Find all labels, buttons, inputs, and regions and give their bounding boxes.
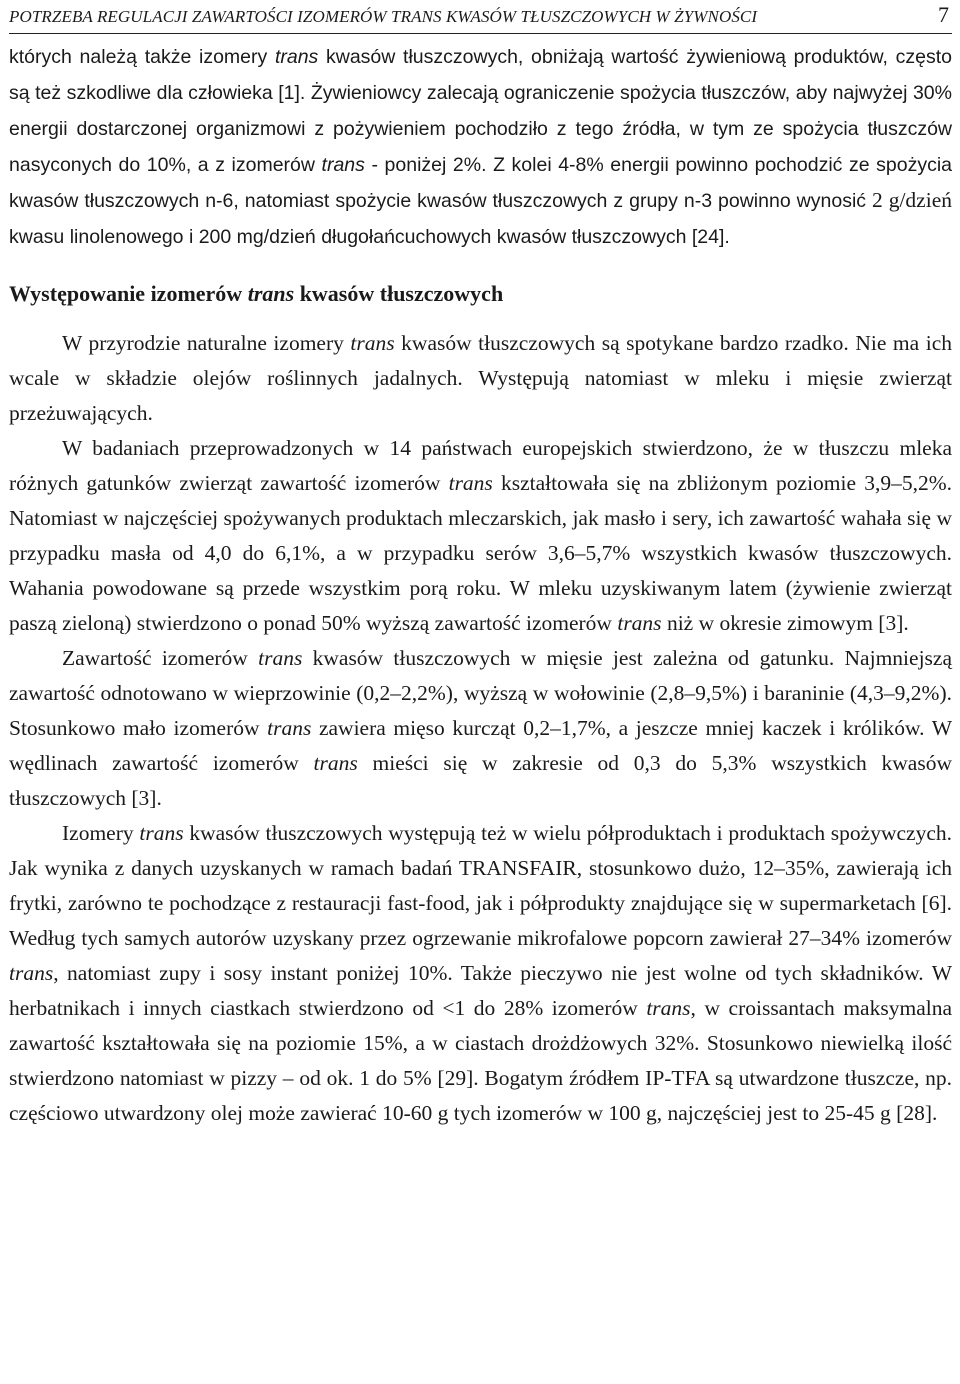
text-run: zawiera mięso kurcząt 0,2–1,7%, a jeszcze mniej kaczek i królików. W wędlinach zawartość izomerów	[9, 716, 952, 775]
italic-term: trans	[321, 154, 365, 176]
text-run: kwasów tłuszczowych występują też w wielu półproduktach i produktach spożywczych. Jak wynika z danych uzyskanych w ramach badań TRANSFAIR, stosunkowo dużo, 12–35%, zawierają ich frytki, zarówno te pochodzące z restauracji fast-food, jak i półprodukty znajdujące się w supermarketach [6]. Według tych samych autorów uzyskany przez ogrzewanie mikrofalowe popcorn zawierał 27–34% izomerów	[9, 821, 952, 950]
text-run: , w croissantach maksymalna zawartość kształtowała się na poziomie 15%, a w ciastach drożdżowych 32%. Stosunkowo niewielką ilość stwierdzono natomiast w pizzy – od ok. 1 do 5% [29]. Bogatym źródłem IP-TFA są utwardzone tłuszcze, np. częściowo utwardzony olej może zawierać 10-60 g tych izomerów w 100 g, najczęściej jest to 25-45 g [28].	[9, 996, 952, 1125]
italic-term: trans	[9, 961, 54, 985]
text-run: kształtowała się na zbliżonym poziomie 3,9–5,2%. Natomiast w najczęściej spożywanych produktach mleczarskich, jak masło i sery, ich zawartość wahała się w przypadku masła od 4,0 do 6,1%, a w przypadku serów 3,6–5,7% wszystkich kwasów tłuszczowych. Wahania powodowane są przede wszystkim porą roku. W mleku uzyskiwanym latem (żywienie zwierząt paszą zieloną) stwierdzono o ponad 50% wyższą zawartość izomerów	[9, 471, 952, 635]
running-header	[9, 0, 952, 34]
text-run: Zawartość izomerów	[62, 646, 259, 670]
text-run: kwasu linolenowego i 200 mg/dzień długołańcuchowych kwasów tłuszczowych [24].	[9, 226, 730, 248]
text-run: kwasów tłuszczowych, obniżają wartość żywieniową produktów, często są też szkodliwe dla człowieka [1]. Żywieniowcy zalecają ograniczenie spożycia tłuszczów, aby najwyżej 30% energii dostarczonej organizmowi z pożywieniem pochodziło z tego źródła, w tym ze spożycia tłuszczów nasyconych do 10%, a z izomerów	[9, 46, 952, 176]
text-run: W przyrodzie naturalne izomery	[62, 331, 351, 355]
italic-term: trans	[646, 996, 691, 1020]
italic-term: trans	[350, 331, 395, 355]
text-run: - poniżej 2%.	[364, 154, 487, 176]
text-run: Z kolei 4-8% energii powinno pochodzić ze spożycia kwasów tłuszczowych n-6, natomiast spożycie kwasów tłuszczowych z grupy n-3 powinno wynosić	[9, 154, 953, 212]
text-run: W badaniach przeprowadzonych w 14 państwach europejskich stwierdzono, że w tłuszczu mleka różnych gatunków zwierząt zawartość izomerów	[9, 436, 952, 495]
running-title: POTRZEBA REGULACJI ZAWARTOŚCI IZOMERÓW TRANS KWASÓW TŁUSZCZOWYCH W ŻYWNOŚCI	[9, 7, 758, 26]
heading-text: kwasów tłuszczowych	[294, 281, 504, 306]
italic-term: trans	[617, 611, 662, 635]
page-number: 7	[938, 2, 949, 27]
text-run: kwasów tłuszczowych są spotykane bardzo rzadko. Nie ma ich wcale w składzie olejów roślinnych jadalnych. Występują natomiast w mleku i mięsie zwierząt przeżuwających.	[9, 331, 952, 425]
text-run: których należą także izomery	[9, 46, 275, 68]
document-page	[9, 0, 952, 1131]
italic-term: trans	[139, 821, 184, 845]
paragraph-natural-occurrence	[9, 326, 952, 431]
paragraph-meat	[9, 641, 952, 816]
paragraph-intro-continued	[9, 39, 952, 255]
heading-italic-term: trans	[247, 281, 295, 306]
paragraph-milk-fat	[9, 431, 952, 641]
article-body	[9, 39, 952, 1131]
text-run: Izomery	[62, 821, 140, 845]
section-heading	[9, 279, 952, 309]
text-run: niż w okresie zimowym [3].	[661, 611, 909, 635]
italic-term: trans	[313, 751, 358, 775]
paragraph-processed-foods	[9, 816, 952, 1131]
italic-term: trans	[267, 716, 312, 740]
text-run: 2 g/dzień	[872, 188, 952, 212]
italic-term: trans	[448, 471, 493, 495]
text-run: mieści się w zakresie od 0,3 do 5,3% wszystkich kwasów tłuszczowych [3].	[9, 751, 952, 810]
text-run: kwasów tłuszczowych w mięsie jest zależna od gatunku. Najmniejszą zawartość odnotowano w wieprzowinie (0,2–2,2%), wyższą w wołowinie (2,8–9,5%) i baraninie (4,3–9,2%). Stosunkowo mało izomerów	[9, 646, 952, 740]
italic-term: trans	[258, 646, 303, 670]
italic-term: trans	[274, 46, 319, 68]
text-run: , natomiast zupy i sosy instant poniżej 10%. Także pieczywo nie jest wolne od tych składników. W herbatnikach i innych ciastkach stwierdzono od <1 do 28% izomerów	[9, 961, 952, 1020]
heading-text: Występowanie izomerów	[9, 281, 248, 306]
